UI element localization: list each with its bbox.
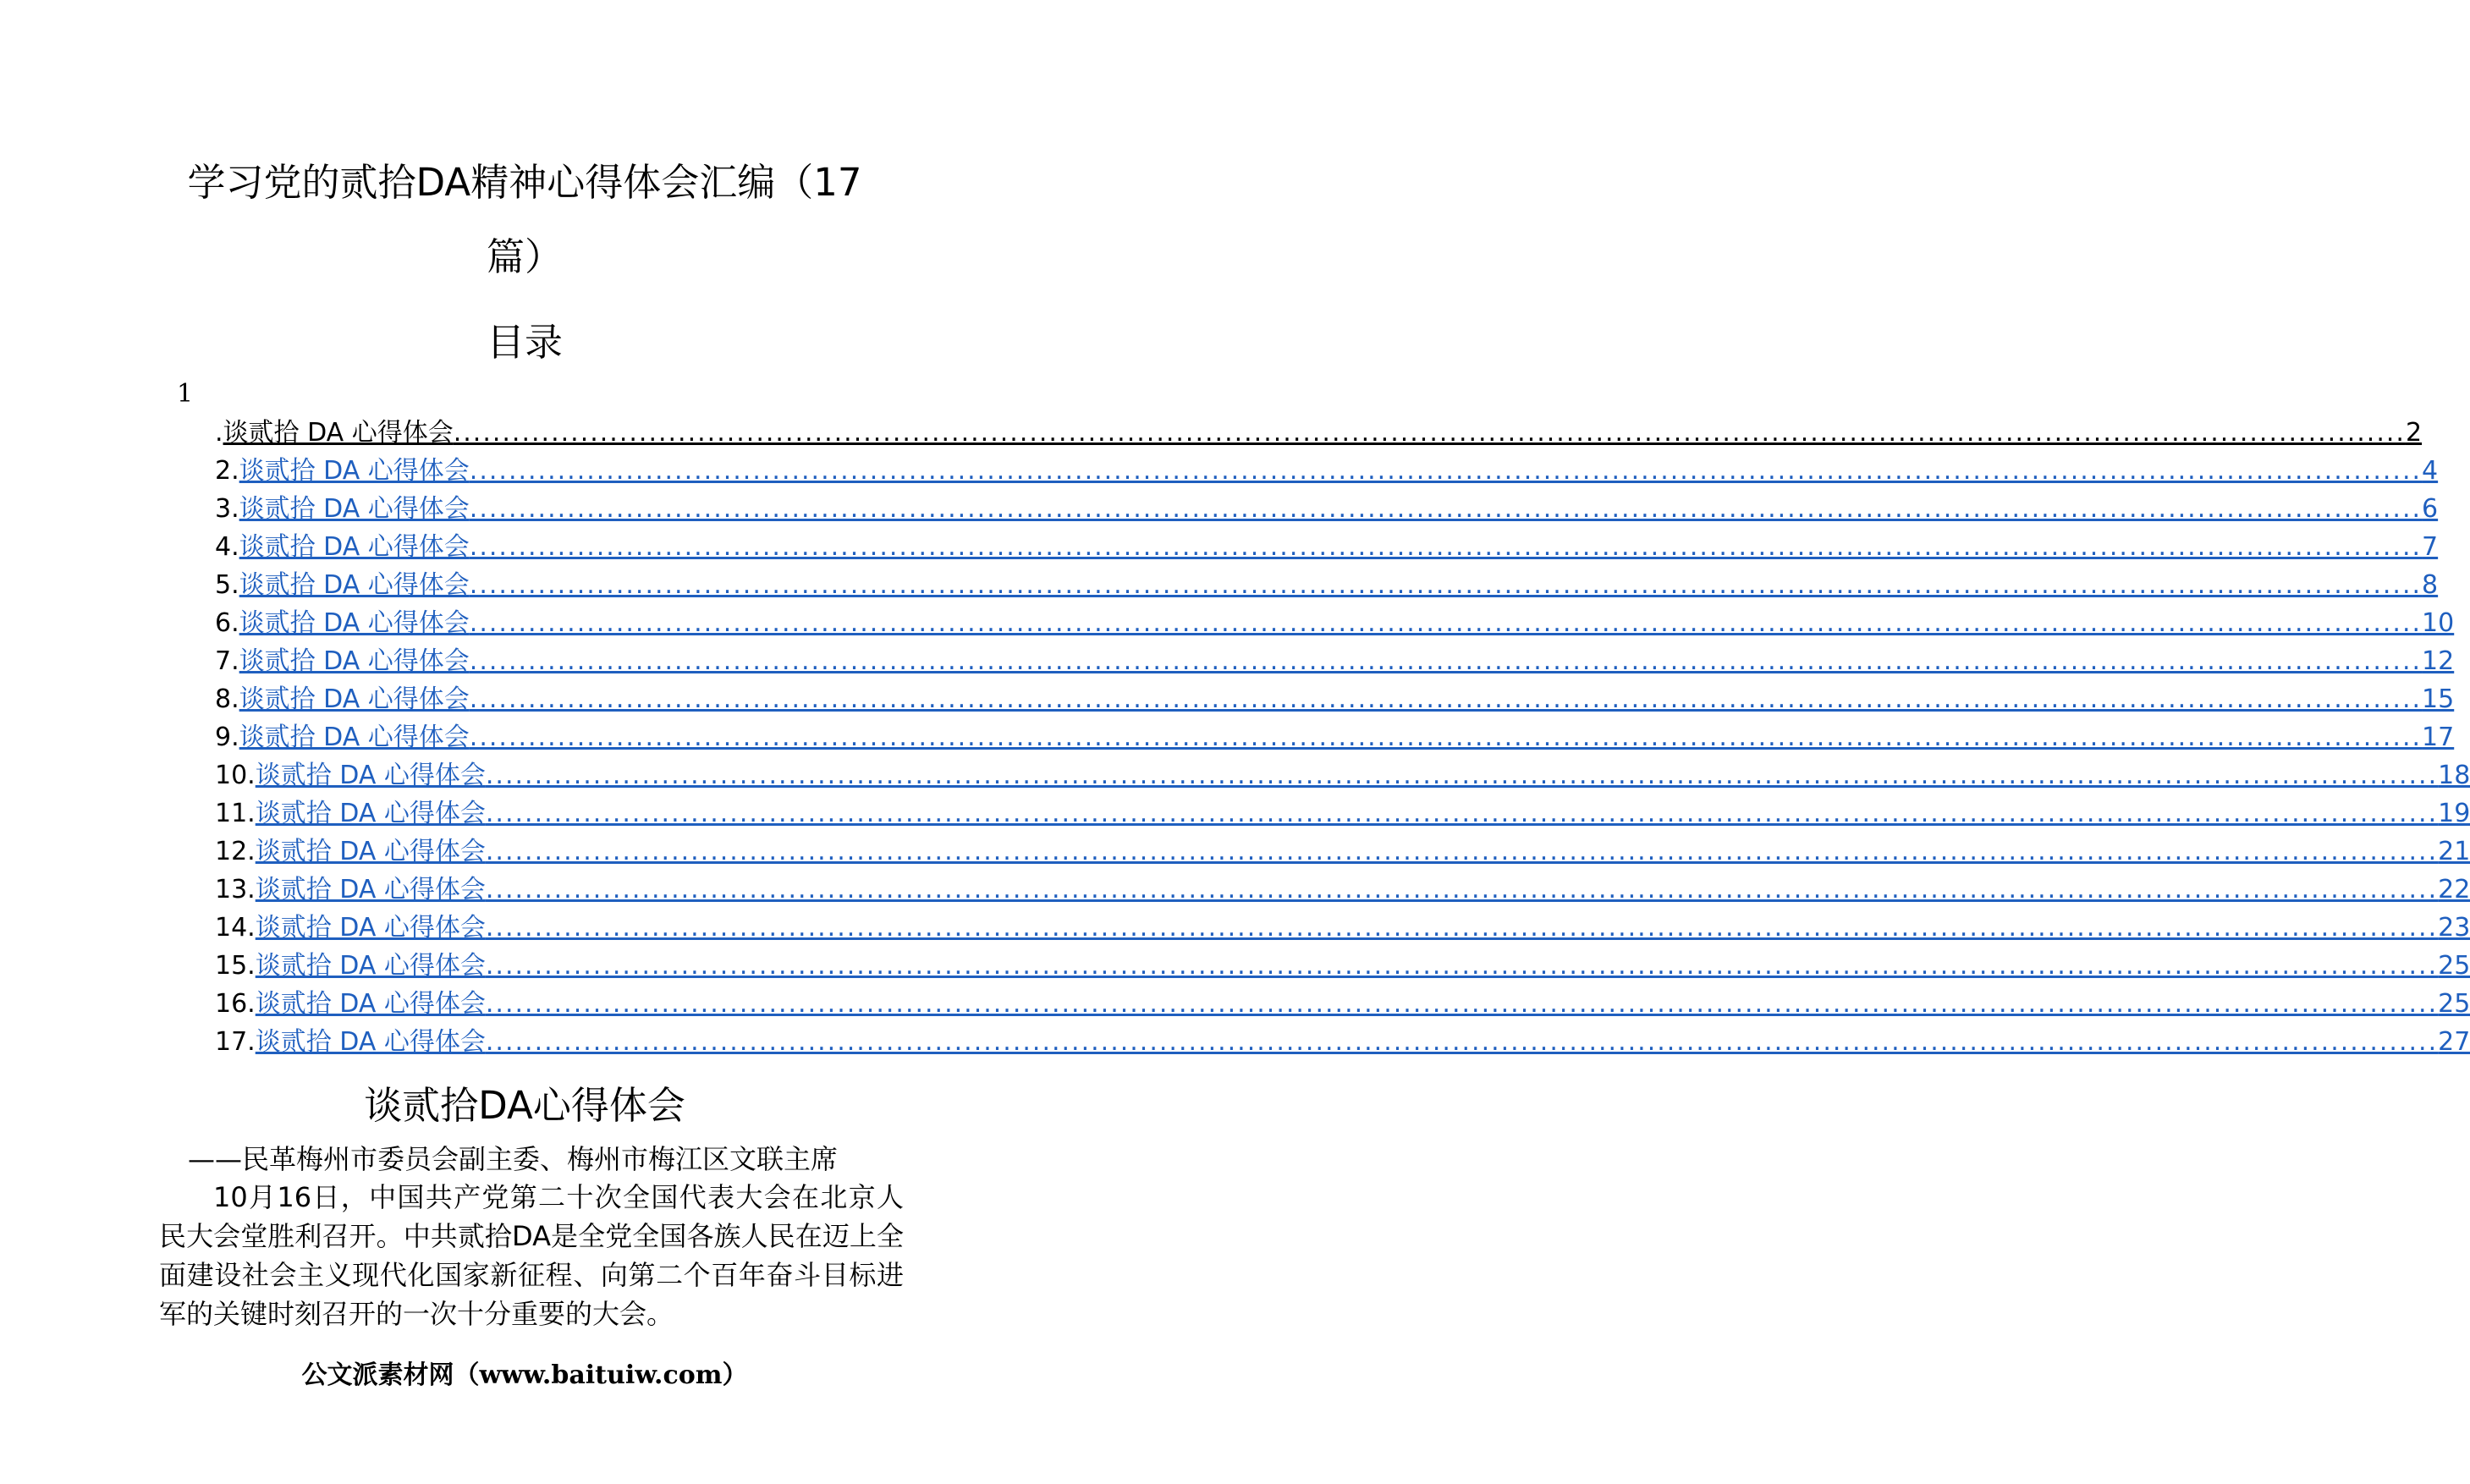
toc-entry-page: 23 bbox=[2438, 913, 2470, 943]
toc-entry-number: 10. bbox=[215, 761, 256, 790]
toc-entry-link[interactable] bbox=[239, 602, 2455, 639]
toc-entry-page: 19 bbox=[2438, 799, 2470, 828]
document-title bbox=[169, 146, 880, 294]
toc-entry[interactable] bbox=[215, 449, 2439, 487]
toc-leader-dots: ........................................................................................................................................................................................................ bbox=[469, 646, 2423, 676]
toc-entry-number: 11. bbox=[215, 799, 256, 828]
toc-entry-page: 18 bbox=[2438, 761, 2470, 790]
toc-entry-page: 7 bbox=[2422, 532, 2439, 562]
toc-entry-title: 谈贰拾 DA 心得体会 bbox=[239, 570, 470, 600]
toc-entry-page: 10 bbox=[2422, 608, 2455, 638]
toc-entry[interactable] bbox=[215, 487, 2439, 525]
toc-entry-page: 25 bbox=[2438, 951, 2470, 981]
toc-entry[interactable] bbox=[215, 906, 2470, 944]
toc-entry-page: 22 bbox=[2438, 875, 2470, 904]
toc-leader-dots: ........................................................................................................................................................................................................ bbox=[485, 1027, 2439, 1057]
toc-entry-link[interactable] bbox=[256, 1020, 2470, 1058]
toc-entry[interactable] bbox=[215, 602, 2455, 640]
toc-leader-dots: ........................................................................................................................................................................................................ bbox=[485, 761, 2439, 790]
toc-entry-link[interactable] bbox=[256, 944, 2470, 981]
toc-entry-title: 谈贰拾 DA 心得体会 bbox=[255, 989, 486, 1019]
toc-leader-dots: ........................................................................................................................................................................................................ bbox=[485, 989, 2439, 1019]
toc-entry-title: 谈贰拾 DA 心得体会 bbox=[255, 799, 486, 828]
toc-entry-number: . bbox=[215, 418, 223, 448]
toc-leader-dots: ........................................................................................................................................................................................................ bbox=[469, 532, 2423, 562]
toc-entry-page: 4 bbox=[2422, 456, 2439, 486]
toc-leader-dots: ........................................................................................................................................................................................................ bbox=[469, 684, 2423, 714]
toc-entry-title: 谈贰拾 DA 心得体会 bbox=[239, 494, 470, 524]
toc-entry bbox=[215, 411, 2423, 449]
toc-entry-number: 5. bbox=[215, 570, 239, 600]
toc-leader-dots: ........................................................................................................................................................................................................ bbox=[453, 418, 2406, 448]
toc-entry[interactable] bbox=[215, 868, 2470, 906]
toc-entry-title: 谈贰拾 DA 心得体会 bbox=[255, 913, 486, 943]
body-text bbox=[159, 1178, 904, 1333]
toc-entry-link[interactable] bbox=[239, 449, 2439, 486]
toc-first-number: 1 bbox=[177, 379, 194, 409]
toc-leader-dots: ........................................................................................................................................................................................................ bbox=[485, 951, 2439, 981]
toc-entry-number: 4. bbox=[215, 532, 239, 562]
toc-entry-title: 谈贰拾 DA 心得体会 bbox=[239, 532, 470, 562]
toc-entry-number: 9. bbox=[215, 723, 239, 752]
toc-entry-page: 8 bbox=[2422, 570, 2439, 600]
toc-entry[interactable] bbox=[215, 792, 2470, 830]
toc-entry-title: 谈贰拾 DA 心得体会 bbox=[255, 837, 486, 866]
toc-entry[interactable] bbox=[215, 1020, 2470, 1058]
table-of-contents bbox=[215, 411, 2470, 1058]
toc-entry-text bbox=[223, 411, 2423, 448]
toc-entry[interactable] bbox=[215, 982, 2470, 1020]
toc-entry-link[interactable] bbox=[239, 716, 2455, 753]
toc-entry[interactable] bbox=[215, 944, 2470, 982]
toc-entry-title: 谈贰拾 DA 心得体会 bbox=[255, 761, 486, 790]
toc-entry-title: 谈贰拾 DA 心得体会 bbox=[255, 951, 486, 981]
toc-entry-title: 谈贰拾 DA 心得体会 bbox=[223, 418, 454, 448]
toc-entry-title: 谈贰拾 DA 心得体会 bbox=[255, 1027, 486, 1057]
toc-entry[interactable] bbox=[215, 640, 2455, 678]
toc-entry[interactable] bbox=[215, 716, 2455, 754]
toc-heading: 目录 bbox=[486, 320, 563, 365]
toc-leader-dots: ........................................................................................................................................................................................................ bbox=[485, 913, 2439, 943]
toc-entry-number: 7. bbox=[215, 646, 239, 676]
section-title: 谈贰拾DA心得体会 bbox=[364, 1083, 685, 1128]
toc-entry-link[interactable] bbox=[239, 640, 2455, 677]
toc-entry-link[interactable] bbox=[256, 982, 2470, 1020]
body-paragraph: 10月16日，中国共产党第二十次全国代表大会在北京人民大会堂胜利召开。中共贰拾DA是全党全国各族人民在迈上全面建设社会主义现代化国家新征程、向第二个百年奋斗目标进军的关键时刻召开的一次十分重要的大会。 bbox=[159, 1181, 904, 1330]
toc-entry-number: 8. bbox=[215, 684, 239, 714]
toc-entry-link[interactable] bbox=[256, 754, 2470, 791]
toc-leader-dots: ........................................................................................................................................................................................................ bbox=[485, 875, 2439, 904]
toc-leader-dots: ........................................................................................................................................................................................................ bbox=[485, 837, 2439, 866]
toc-entry-page: 25 bbox=[2438, 989, 2470, 1019]
toc-entry-number: 15. bbox=[215, 951, 256, 981]
toc-leader-dots: ........................................................................................................................................................................................................ bbox=[469, 570, 2423, 600]
toc-entry-link[interactable] bbox=[256, 830, 2470, 867]
toc-entry-link[interactable] bbox=[256, 906, 2470, 943]
toc-entry[interactable] bbox=[215, 563, 2439, 602]
toc-leader-dots: ........................................................................................................................................................................................................ bbox=[485, 799, 2439, 828]
toc-entry-page: 6 bbox=[2422, 494, 2439, 524]
toc-entry-number: 3. bbox=[215, 494, 239, 524]
toc-entry-page: 17 bbox=[2422, 723, 2455, 752]
toc-entry-number: 17. bbox=[215, 1027, 256, 1057]
toc-entry-page: 12 bbox=[2422, 646, 2455, 676]
toc-entry-link[interactable] bbox=[256, 792, 2470, 829]
toc-leader-dots: ........................................................................................................................................................................................................ bbox=[469, 456, 2423, 486]
document-title-line2: 篇） bbox=[486, 234, 563, 279]
toc-entry-page: 15 bbox=[2422, 684, 2455, 714]
toc-leader-dots: ........................................................................................................................................................................................................ bbox=[469, 494, 2423, 524]
toc-entry-link[interactable] bbox=[239, 563, 2439, 601]
toc-entry[interactable] bbox=[215, 678, 2455, 716]
toc-entry[interactable] bbox=[215, 830, 2470, 868]
toc-entry-number: 12. bbox=[215, 837, 256, 866]
toc-entry-link[interactable] bbox=[239, 525, 2439, 563]
toc-entry[interactable] bbox=[215, 754, 2470, 792]
toc-entry-title: 谈贰拾 DA 心得体会 bbox=[239, 723, 470, 752]
toc-entry-link[interactable] bbox=[239, 487, 2439, 525]
footer-watermark: 公文派素材网（www.baituiw.com） bbox=[301, 1360, 748, 1390]
toc-entry-link[interactable] bbox=[256, 868, 2470, 905]
toc-leader-dots: ........................................................................................................................................................................................................ bbox=[469, 608, 2423, 638]
toc-entry-page: 21 bbox=[2438, 837, 2470, 866]
toc-entry-number: 14. bbox=[215, 913, 256, 943]
toc-leader-dots: ........................................................................................................................................................................................................ bbox=[469, 723, 2423, 752]
toc-entry-page: 2 bbox=[2405, 418, 2423, 448]
document-title-line1: 学习党的贰拾DA精神心得体会汇编（17 bbox=[187, 160, 862, 205]
toc-entry-number: 16. bbox=[215, 989, 256, 1019]
toc-entry-title: 谈贰拾 DA 心得体会 bbox=[255, 875, 486, 904]
toc-entry-number: 13. bbox=[215, 875, 256, 904]
toc-entry-title: 谈贰拾 DA 心得体会 bbox=[239, 608, 470, 638]
toc-entry-title: 谈贰拾 DA 心得体会 bbox=[239, 456, 470, 486]
toc-entry[interactable] bbox=[215, 525, 2439, 563]
byline: ——民革梅州市委员会副主委、梅州市梅江区文联主席 bbox=[188, 1143, 839, 1175]
toc-entry-title: 谈贰拾 DA 心得体会 bbox=[239, 684, 470, 714]
toc-entry-page: 27 bbox=[2438, 1027, 2470, 1057]
toc-entry-link[interactable] bbox=[239, 678, 2455, 715]
toc-entry-number: 6. bbox=[215, 608, 239, 638]
toc-entry-number: 2. bbox=[215, 456, 239, 486]
toc-entry-title: 谈贰拾 DA 心得体会 bbox=[239, 646, 470, 676]
